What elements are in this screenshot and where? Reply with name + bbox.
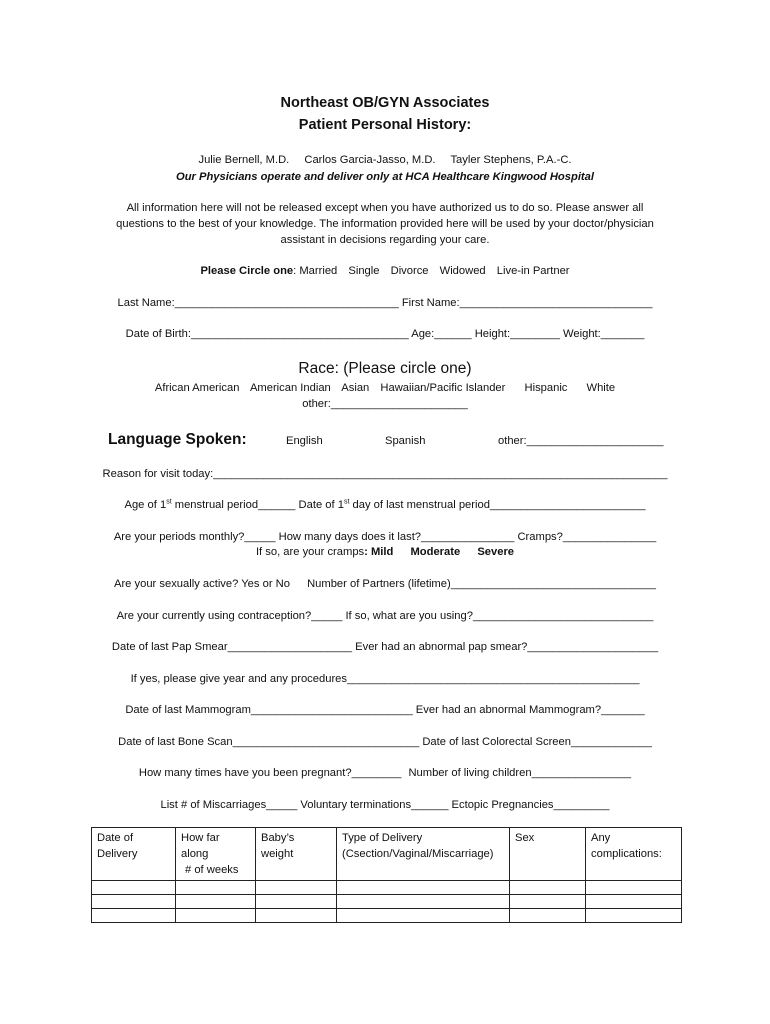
table-cell[interactable]: [176, 909, 256, 923]
table-cell[interactable]: [92, 909, 176, 923]
ectopic-field[interactable]: Ectopic Pregnancies_________: [451, 799, 610, 811]
cramps-option-mild[interactable]: Mild: [370, 546, 394, 558]
marital-option-divorce[interactable]: Divorce: [390, 265, 429, 277]
menstrual-row: [0, 499, 770, 511]
pregnancy-row: [0, 767, 770, 779]
contraception-row: [0, 610, 770, 622]
contraception-field[interactable]: Are your currently using contraception?_____: [116, 610, 343, 622]
physician-2: Carlos Garcia-Jasso, M.D.: [304, 154, 436, 166]
col-delivery-date: Date of Delivery: [92, 828, 176, 881]
pregnancies-field[interactable]: How many times have you been pregnant?________: [138, 767, 402, 779]
table-row: [92, 895, 682, 909]
delivery-history-table: [91, 827, 682, 923]
name-row: [0, 297, 770, 309]
table-cell[interactable]: [337, 909, 510, 923]
language-other-field[interactable]: other:______________________: [498, 435, 664, 447]
intro-line-3: assistant in decisions regarding your care.: [280, 234, 490, 246]
marital-option-married[interactable]: Married: [299, 265, 338, 277]
menses-age-field[interactable]: Age of 1st menstrual period______: [124, 498, 296, 511]
intro-line-1: All information here will not be released except when you have authorized us to do so. Please answer all: [126, 202, 644, 214]
cramps-severity-label: If so, are your cramps: [255, 546, 365, 558]
pap-row: [0, 641, 770, 653]
language-option-english[interactable]: English: [286, 435, 323, 447]
practice-name: Northeast OB/GYN Associates: [280, 95, 490, 111]
race-option-white[interactable]: White: [586, 382, 616, 394]
colorectal-field[interactable]: Date of last Colorectal Screen_____________: [422, 736, 652, 748]
physician-1: Julie Bernell, M.D.: [198, 154, 290, 166]
pregnancy-outcomes-row: [0, 799, 770, 811]
race-option-asian[interactable]: Asian: [341, 382, 370, 394]
marital-option-widowed[interactable]: Widowed: [439, 265, 486, 277]
race-option-hispanic[interactable]: Hispanic: [524, 382, 568, 394]
marital-status-row: Please Circle one: Married Single Divorce Widowed Live-in Partner: [200, 265, 570, 277]
hospital-note: Our Physicians operate and deliver only at HCA Healthcare Kingwood Hospital: [176, 171, 594, 183]
table-row: [92, 881, 682, 895]
col-complications: Any complications:: [586, 828, 682, 881]
language-option-spanish[interactable]: Spanish: [385, 435, 426, 447]
col-weeks: How far along # of weeks: [176, 828, 256, 881]
table-cell[interactable]: [256, 909, 337, 923]
form-title: Patient Personal History:: [298, 117, 472, 133]
col-sex: Sex: [510, 828, 586, 881]
pap-abnormal-field[interactable]: Ever had an abnormal pap smear?_____________________: [355, 641, 659, 653]
living-children-field[interactable]: Number of living children________________: [408, 767, 632, 779]
table-cell[interactable]: [337, 895, 510, 909]
table-cell[interactable]: [176, 895, 256, 909]
dob-row: [0, 328, 770, 340]
bone-scan-field[interactable]: Date of last Bone Scan______________________________: [118, 736, 420, 748]
procedures-field[interactable]: If yes, please give year and any procedures_______________________________________________: [130, 673, 640, 685]
race-option-hawaiian[interactable]: Hawaiian/Pacific Islander: [380, 382, 506, 394]
table-cell[interactable]: [92, 895, 176, 909]
physician-3: Tayler Stephens, P.A.-C.: [450, 154, 572, 166]
height-field[interactable]: Height:________: [474, 328, 560, 340]
table-cell[interactable]: [176, 881, 256, 895]
miscarriages-field[interactable]: List # of Miscarriages_____: [160, 799, 298, 811]
age-field[interactable]: Age:______: [411, 328, 472, 340]
table-cell[interactable]: [337, 881, 510, 895]
table-cell[interactable]: [510, 909, 586, 923]
table-cell[interactable]: [586, 895, 682, 909]
cramps-option-severe[interactable]: Severe: [477, 546, 515, 558]
table-cell[interactable]: [256, 881, 337, 895]
partners-field[interactable]: Number of Partners (lifetime)_________________________________: [307, 578, 657, 590]
intro-line-2: questions to the best of your knowledge. The information provided here will be used by your doctor/physician: [116, 218, 654, 230]
race-option-african-american[interactable]: African American: [154, 382, 240, 394]
pap-date-field[interactable]: Date of last Pap Smear____________________: [111, 641, 353, 653]
marital-option-single[interactable]: Single: [348, 265, 380, 277]
col-baby-weight: Baby’s weight: [256, 828, 337, 881]
dob-field[interactable]: Date of Birth:___________________________________: [125, 328, 409, 340]
reason-field[interactable]: Reason for visit today:_________________________________________________________________________: [102, 468, 668, 480]
marital-label: Please Circle one: [200, 265, 294, 277]
periods-row: [0, 531, 770, 543]
marital-option-partner[interactable]: Live-in Partner: [496, 265, 570, 277]
first-name-field[interactable]: First Name:_______________________________: [401, 297, 653, 309]
screening-row: [0, 736, 770, 748]
sexual-activity-row: [0, 578, 770, 590]
table-row: [92, 909, 682, 923]
table-cell[interactable]: [586, 909, 682, 923]
cramps-option-moderate[interactable]: Moderate: [410, 546, 461, 558]
col-delivery-type: Type of Delivery (Csection/Vaginal/Miscarriage): [337, 828, 510, 881]
sexually-active-field[interactable]: Are your sexually active? Yes or No: [113, 578, 290, 590]
race-other-field[interactable]: other:______________________: [302, 398, 468, 410]
cramps-field[interactable]: Cramps?_______________: [517, 531, 657, 543]
mammogram-date-field[interactable]: Date of last Mammogram__________________________: [125, 704, 413, 716]
race-heading: Race: (Please circle one): [298, 360, 472, 377]
language-label: Language Spoken:: [108, 431, 247, 448]
race-option-american-indian[interactable]: American Indian: [249, 382, 331, 394]
race-options-row: [0, 382, 770, 394]
table-cell[interactable]: [92, 881, 176, 895]
voluntary-field[interactable]: Voluntary terminations______: [300, 799, 449, 811]
periods-monthly-field[interactable]: Are your periods monthly?_____: [113, 531, 276, 543]
last-name-field[interactable]: Last Name:____________________________________: [117, 297, 399, 309]
table-header-row: [92, 828, 682, 881]
table-cell[interactable]: [586, 881, 682, 895]
cramps-severity-row: If so, are your cramps: Mild Moderate Severe: [255, 546, 515, 558]
mammogram-row: [0, 704, 770, 716]
period-days-field[interactable]: How many days does it last?_______________: [278, 531, 515, 543]
physician-list: [0, 154, 770, 166]
contraception-type-field[interactable]: If so, what are you using?_____________________________: [345, 610, 654, 622]
last-period-field[interactable]: Date of 1st day of last menstrual period_________________________: [298, 498, 646, 511]
table-cell[interactable]: [510, 881, 586, 895]
table-cell[interactable]: [510, 895, 586, 909]
weight-field[interactable]: Weight:_______: [563, 328, 645, 340]
mammogram-abnormal-field[interactable]: Ever had an abnormal Mammogram?_______: [415, 704, 645, 716]
table-cell[interactable]: [256, 895, 337, 909]
